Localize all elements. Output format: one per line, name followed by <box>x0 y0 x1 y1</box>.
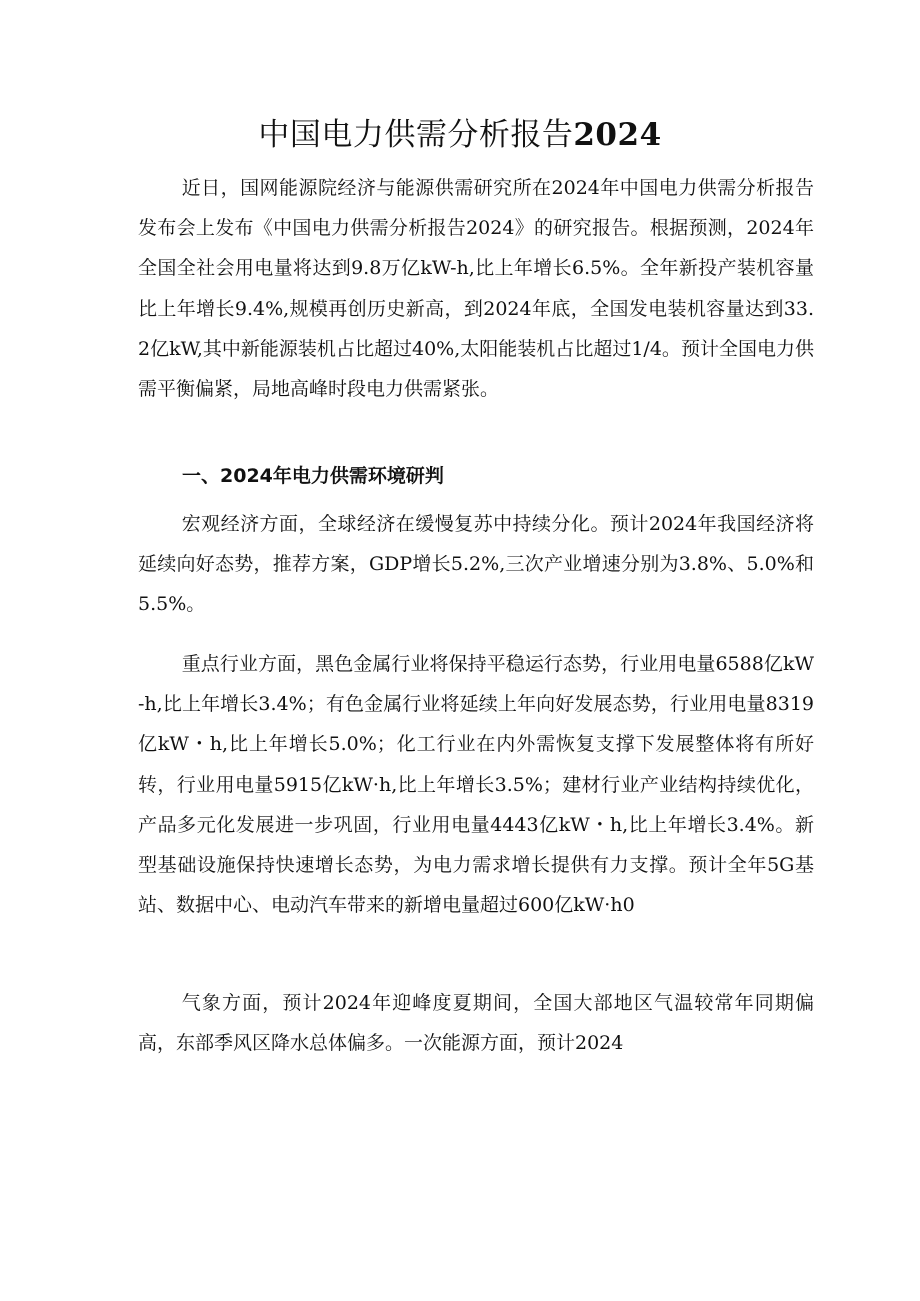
title-text: 中国电力供需分析报告 <box>258 117 574 153</box>
paragraph-intro: 近日，国网能源院经济与能源供需研究所在2024年中国电力供需分析报告发布会上发布《中国电力供需分析报告2024》的研究报告。根据预测，2024年全国全社会用电量将达到9.8万亿kW-h,比上年增长6.5%。全年新投产装机容量比上年增长9.4%,规模再创历史新高，到2024年底，全国发电装机容量达到33.2亿kW,其中新能源装机占比超过40%,太阳能装机占比超过1/4。预计全国电力供需平衡偏紧，局地高峰时段电力供需紧张。 <box>138 177 814 401</box>
title-year: 2024 <box>573 117 662 153</box>
paragraph-weather: 气象方面，预计2024年迎峰度夏期间，全国大部地区气温较常年同期偏高，东部季风区降水总体偏多。一次能源方面，预计2024 <box>138 992 814 1055</box>
document-title <box>0 113 920 157</box>
section-heading: 一、2024年电力供需环境研判 <box>182 465 444 487</box>
paragraph-macro-economy: 宏观经济方面，全球经济在缓慢复苏中持续分化。预计2024年我国经济将延续向好态势，推荐方案，GDP增长5.2%,三次产业增速分别为3.8%、5.0%和5.5%。 <box>138 513 814 616</box>
paragraph-key-industries: 重点行业方面，黑色金属行业将保持平稳运行态势，行业用电量6588亿kW-h,比上年增长3.4%；有色金属行业将延续上年向好发展态势，行业用电量8319亿kW・h,比上年增长5.0%；化工行业在内外需恢复支撑下发展整体将有所好转，行业用电量5915亿kW·h,比上年增长3.5%；建材行业产业结构持续优化，产品多元化发展进一步巩固，行业用电量4443亿kW・h,比上年增长3.4%。新型基础设施保持快速增长态势，为电力需求增长提供有力支撑。预计全年5G基站、数据中心、电动汽车带来的新增电量超过600亿kW·h0 <box>138 653 814 917</box>
